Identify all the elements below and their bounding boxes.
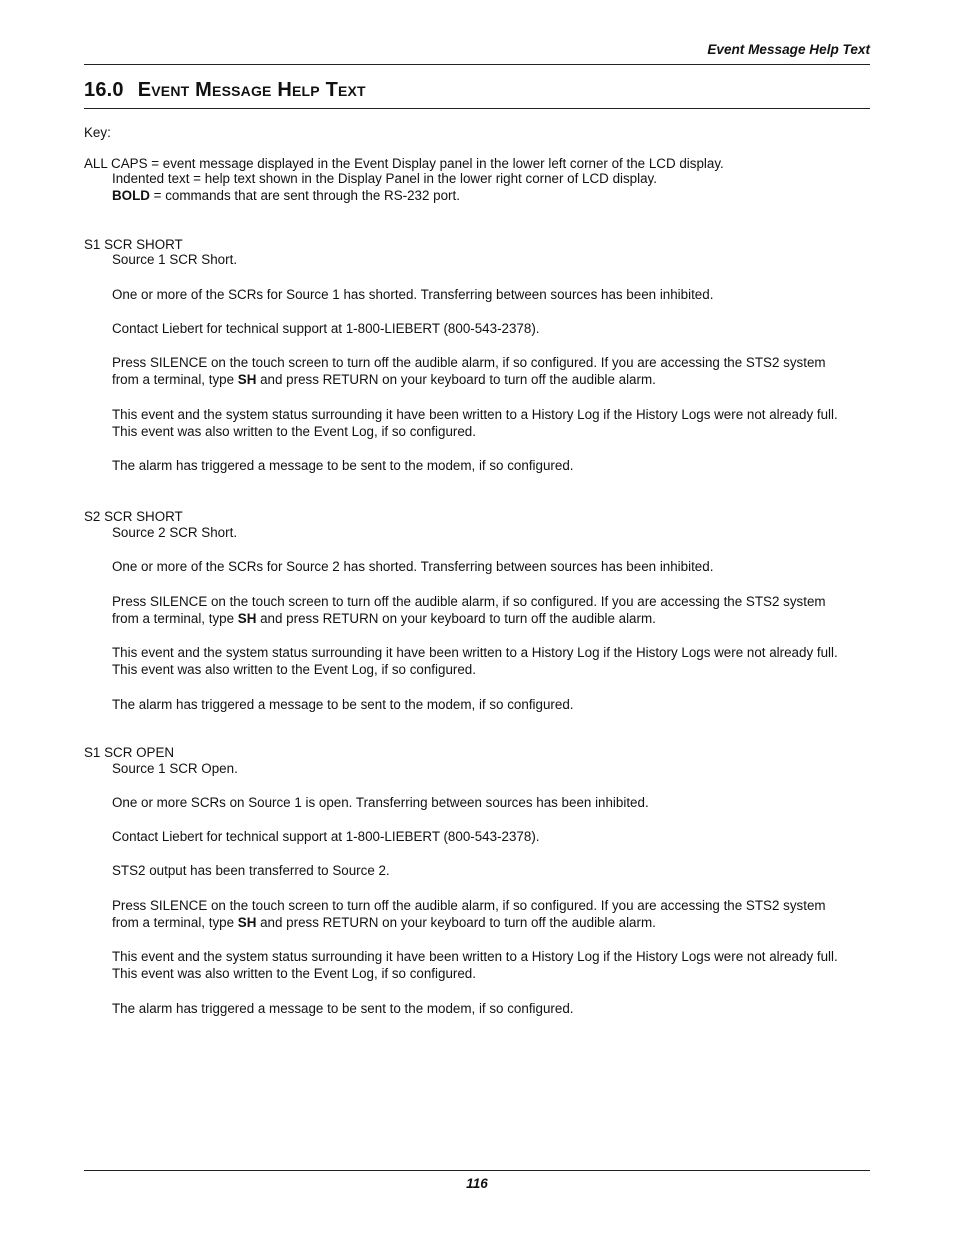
help-line: STS2 output has been transferred to Source 2. xyxy=(112,863,390,878)
help-line: This event and the system status surrounding it have been written to a History Log if the History Logs were not already full. xyxy=(112,949,838,964)
help-line xyxy=(112,371,656,388)
event-name: S1 SCR SHORT xyxy=(84,237,183,252)
help-line: One or more of the SCRs for Source 2 has shorted. Transferring between sources has been inhibited. xyxy=(112,559,714,574)
help-line xyxy=(112,914,656,931)
help-line: Press SILENCE on the touch screen to turn off the audible alarm, if so configured. If you are accessing the STS2 system xyxy=(112,594,826,609)
help-line: This event and the system status surrounding it have been written to a History Log if the History Logs were not already full. xyxy=(112,645,838,660)
help-line: This event was also written to the Event Log, if so configured. xyxy=(112,424,476,439)
help-line: This event and the system status surrounding it have been written to a History Log if the History Logs were not already full. xyxy=(112,407,838,422)
help-line: The alarm has triggered a message to be sent to the modem, if so configured. xyxy=(112,1001,574,1016)
help-line: Contact Liebert for technical support at 1-800-LIEBERT (800-543-2378). xyxy=(112,829,540,844)
section-title-text: Event Message Help Text xyxy=(137,79,366,101)
help-text: and press RETURN on your keyboard to turn off the audible alarm. xyxy=(256,372,656,387)
key-bold-desc: = commands that are sent through the RS-232 port. xyxy=(149,188,460,203)
command-sh: SH xyxy=(237,611,257,626)
help-text: and press RETURN on your keyboard to turn off the audible alarm. xyxy=(256,611,656,626)
running-header: Event Message Help Text xyxy=(707,42,870,57)
key-label: Key: xyxy=(84,125,111,140)
help-text: from a terminal, type xyxy=(112,372,238,387)
help-line: Press SILENCE on the touch screen to turn off the audible alarm, if so configured. If you are accessing the STS2 system xyxy=(112,898,826,913)
help-line: Source 2 SCR Short. xyxy=(112,525,238,540)
help-line: This event was also written to the Event Log, if so configured. xyxy=(112,966,476,981)
command-sh: SH xyxy=(237,372,257,387)
command-sh: SH xyxy=(237,915,257,930)
help-line: Source 1 SCR Short. xyxy=(112,252,238,267)
help-line: Press SILENCE on the touch screen to turn off the audible alarm, if so configured. If you are accessing the STS2 system xyxy=(112,355,826,370)
key-bold-term: BOLD xyxy=(112,188,150,203)
page-number: 116 xyxy=(466,1176,488,1191)
help-line: One or more of the SCRs for Source 1 has shorted. Transferring between sources has been inhibited. xyxy=(112,287,714,302)
help-line: One or more SCRs on Source 1 is open. Transferring between sources has been inhibited. xyxy=(112,795,649,810)
help-line: Contact Liebert for technical support at 1-800-LIEBERT (800-543-2378). xyxy=(112,321,540,336)
section-rule xyxy=(84,108,870,109)
key-all-caps: ALL CAPS = event message displayed in the Event Display panel in the lower left corner of the LCD display. xyxy=(84,156,724,171)
key-indented: Indented text = help text shown in the Display Panel in the lower right corner of LCD display. xyxy=(112,171,657,186)
help-text: from a terminal, type xyxy=(112,611,238,626)
event-name: S2 SCR SHORT xyxy=(84,509,183,524)
help-line: This event was also written to the Event Log, if so configured. xyxy=(112,662,476,677)
event-name: S1 SCR OPEN xyxy=(84,745,175,760)
key-bold xyxy=(112,187,460,204)
help-line: The alarm has triggered a message to be sent to the modem, if so configured. xyxy=(112,697,574,712)
help-line: Source 1 SCR Open. xyxy=(112,761,238,776)
section-heading xyxy=(84,77,366,103)
help-text: and press RETURN on your keyboard to turn off the audible alarm. xyxy=(256,915,656,930)
help-text: from a terminal, type xyxy=(112,915,238,930)
help-line xyxy=(112,610,656,627)
section-number: 16.0 xyxy=(84,79,124,101)
footer-rule xyxy=(84,1170,870,1171)
header-rule xyxy=(84,64,870,65)
help-line: The alarm has triggered a message to be sent to the modem, if so configured. xyxy=(112,458,574,473)
